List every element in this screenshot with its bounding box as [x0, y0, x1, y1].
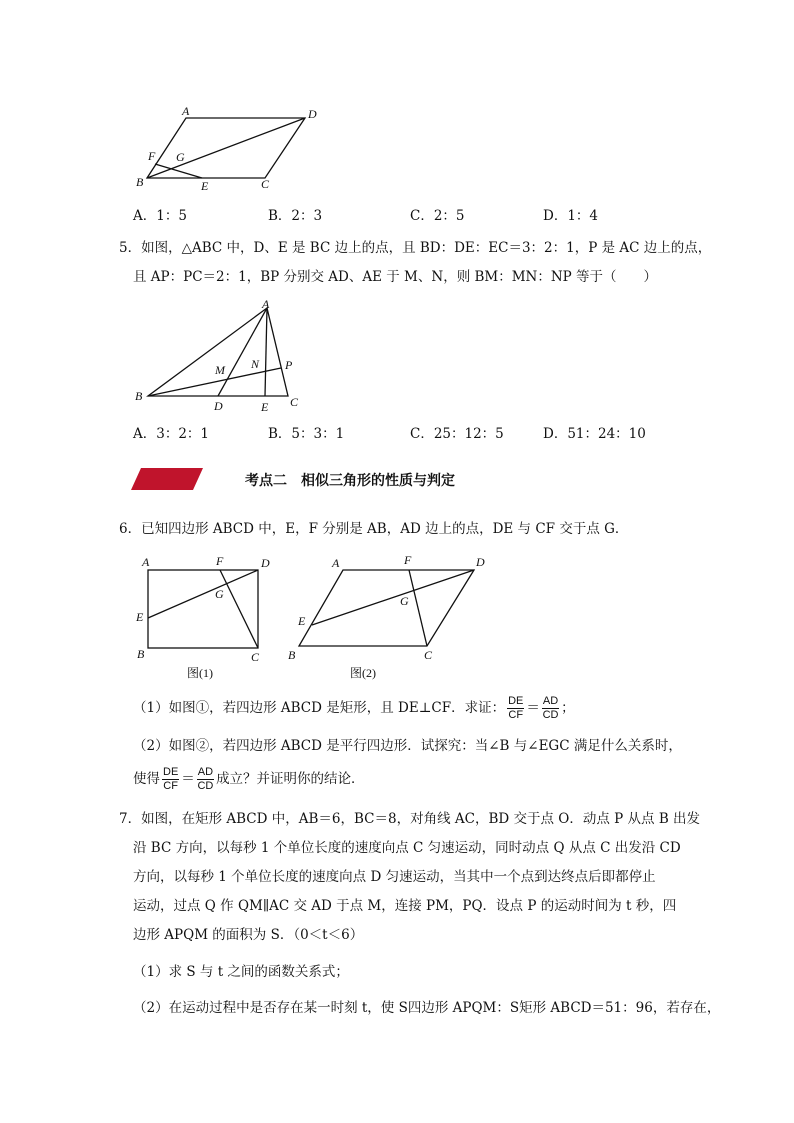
q6-fig1-label-G: G	[215, 587, 224, 601]
q6-part1-equals: ＝	[526, 700, 540, 716]
q6-part2-line1: （2）如图②，若四边形 ABCD 是平行四边形．试探究：当∠B 与∠EGC 满足什么关系时，	[133, 738, 682, 754]
q5-label-M: M	[215, 363, 225, 377]
q7-line1: 7．如图，在矩形 ABCD 中，AB＝6，BC＝8，对角线 AC，BD 交于点 O．动点 P 从点 B 出发	[119, 811, 701, 827]
q6-part2-post: 成立？并证明你的结论．	[216, 771, 365, 787]
q7-line4: 运动，过点 Q 作 QM∥AC 交 AD 于点 M，连接 PM，PQ．设点 P 的运动时间为 t 秒，四	[133, 898, 677, 914]
q7-line2: 沿 BC 方向，以每秒 1 个单位长度的速度向点 C 匀速运动，同时动点 Q 从点 C 出发沿 CD	[133, 840, 681, 856]
q5-figure	[130, 296, 310, 416]
q5-stem-line2: 且 AP：PC＝2：1，BP 分别交 AD、AE 于 M、N，则 BM：MN：NP 等于（ ）	[133, 269, 658, 285]
q7-part1: （1）求 S 与 t 之间的函数关系式；	[133, 964, 349, 980]
q6-fig2-label-C: C	[424, 648, 433, 662]
q7-part2: （2）在运动过程中是否存在某一时刻 t，使 S四边形 APQM：S矩形 ABCD＝51：96，若存在，	[133, 1000, 721, 1016]
q6-figures	[130, 550, 500, 685]
q6-fig1-caption: 图(1)	[187, 666, 213, 680]
q4-option-a: A．1：5	[133, 208, 187, 224]
q6-fig1-label-A: A	[142, 555, 150, 569]
q6-fig1-rectangle	[148, 570, 258, 648]
q6-fig2-label-D: D	[476, 555, 485, 569]
q6-part1-fraction-de-cf: $\frac{DE}{CF}$	[508, 695, 524, 721]
q6-fig1-segment-DE	[148, 570, 258, 618]
q4-label-C: C	[261, 177, 270, 191]
q5-label-A: A	[262, 297, 270, 311]
section-banner-shape	[131, 468, 203, 490]
section-title: 考点二 相似三角形的性质与判定	[245, 473, 455, 489]
q6-part1-end: ；	[561, 700, 575, 716]
q5-label-E: E	[261, 400, 269, 414]
q7-line3: 方向，以每秒 1 个单位长度的速度向点 D 匀速运动，当其中一个点到达终点后即都停止	[133, 869, 656, 885]
q4-figure	[130, 100, 330, 195]
q5-label-P: P	[285, 358, 293, 372]
q6-fig1-label-D: D	[261, 556, 270, 570]
q6-fig2-parallelogram	[299, 570, 474, 646]
q5-segment-AD	[218, 308, 267, 396]
q4-label-G: G	[176, 150, 185, 164]
q5-option-c: C．25：12：5	[410, 426, 504, 442]
q6-part2-equals: ＝	[181, 771, 195, 787]
q6-fig2-segment-CF	[409, 570, 427, 646]
q6-fig2-label-A: A	[332, 556, 340, 570]
q6-part1-fraction-ad-cd: $\frac{AD}{CD}$	[542, 695, 559, 721]
q4-label-A: A	[182, 104, 190, 118]
q6-stem: 6．已知四边形 ABCD 中，E，F 分别是 AB，AD 边上的点，DE 与 CF 交于点 G．	[119, 521, 629, 537]
q5-label-D: D	[214, 399, 223, 413]
q4-label-F: F	[148, 149, 156, 163]
q4-option-d: D．1：4	[543, 208, 599, 224]
q6-part2-fraction-ad-cd: $\frac{AD}{CD}$	[197, 766, 214, 792]
q6-fig2-caption: 图(2)	[350, 666, 376, 680]
q6-fig1-label-B: B	[137, 647, 145, 661]
q6-fig1-label-E: E	[136, 610, 144, 624]
q6-fig1-label-C: C	[251, 650, 260, 664]
q6-fig2-label-E: E	[298, 614, 306, 628]
q6-fig2-segment-DE	[312, 570, 474, 625]
q5-option-d: D．51：24：10	[543, 426, 646, 442]
q5-stem-line1: 5．如图，△ABC 中，D、E 是 BC 边上的点，且 BD：DE：EC＝3：2：1，P 是 AC 边上的点，	[119, 240, 712, 256]
q4-option-c: C．2：5	[410, 208, 465, 224]
q6-part2-pre: 使得	[133, 771, 160, 787]
q4-label-B: B	[136, 175, 144, 189]
q6-part1-text: （1）如图①，若四边形 ABCD 是矩形，且 DE⊥CF．求证：	[133, 700, 506, 716]
q7-line5: 边形 APQM 的面积为 S．（0＜t＜6）	[133, 927, 364, 943]
q6-part1	[133, 693, 575, 723]
q4-label-E: E	[201, 179, 209, 193]
q6-fig1-segment-CF	[220, 570, 258, 648]
q6-fig2-label-F: F	[404, 553, 412, 567]
q5-option-a: A．3：2：1	[133, 426, 210, 442]
q6-fig2-label-G: G	[400, 594, 409, 608]
q5-option-b: B．5：3：1	[268, 426, 345, 442]
q5-segment-AE	[265, 308, 267, 396]
q5-label-B: B	[135, 389, 143, 403]
q5-label-N: N	[251, 357, 260, 371]
q4-label-D: D	[308, 107, 317, 121]
q6-fig2-label-B: B	[288, 648, 296, 662]
q6-fig1-label-F: F	[216, 554, 224, 568]
q4-option-b: B．2：3	[268, 208, 323, 224]
q5-label-C: C	[290, 395, 299, 409]
q6-part2-fraction-de-cf: $\frac{DE}{CF}$	[163, 766, 179, 792]
q6-part2-line2	[133, 764, 365, 794]
